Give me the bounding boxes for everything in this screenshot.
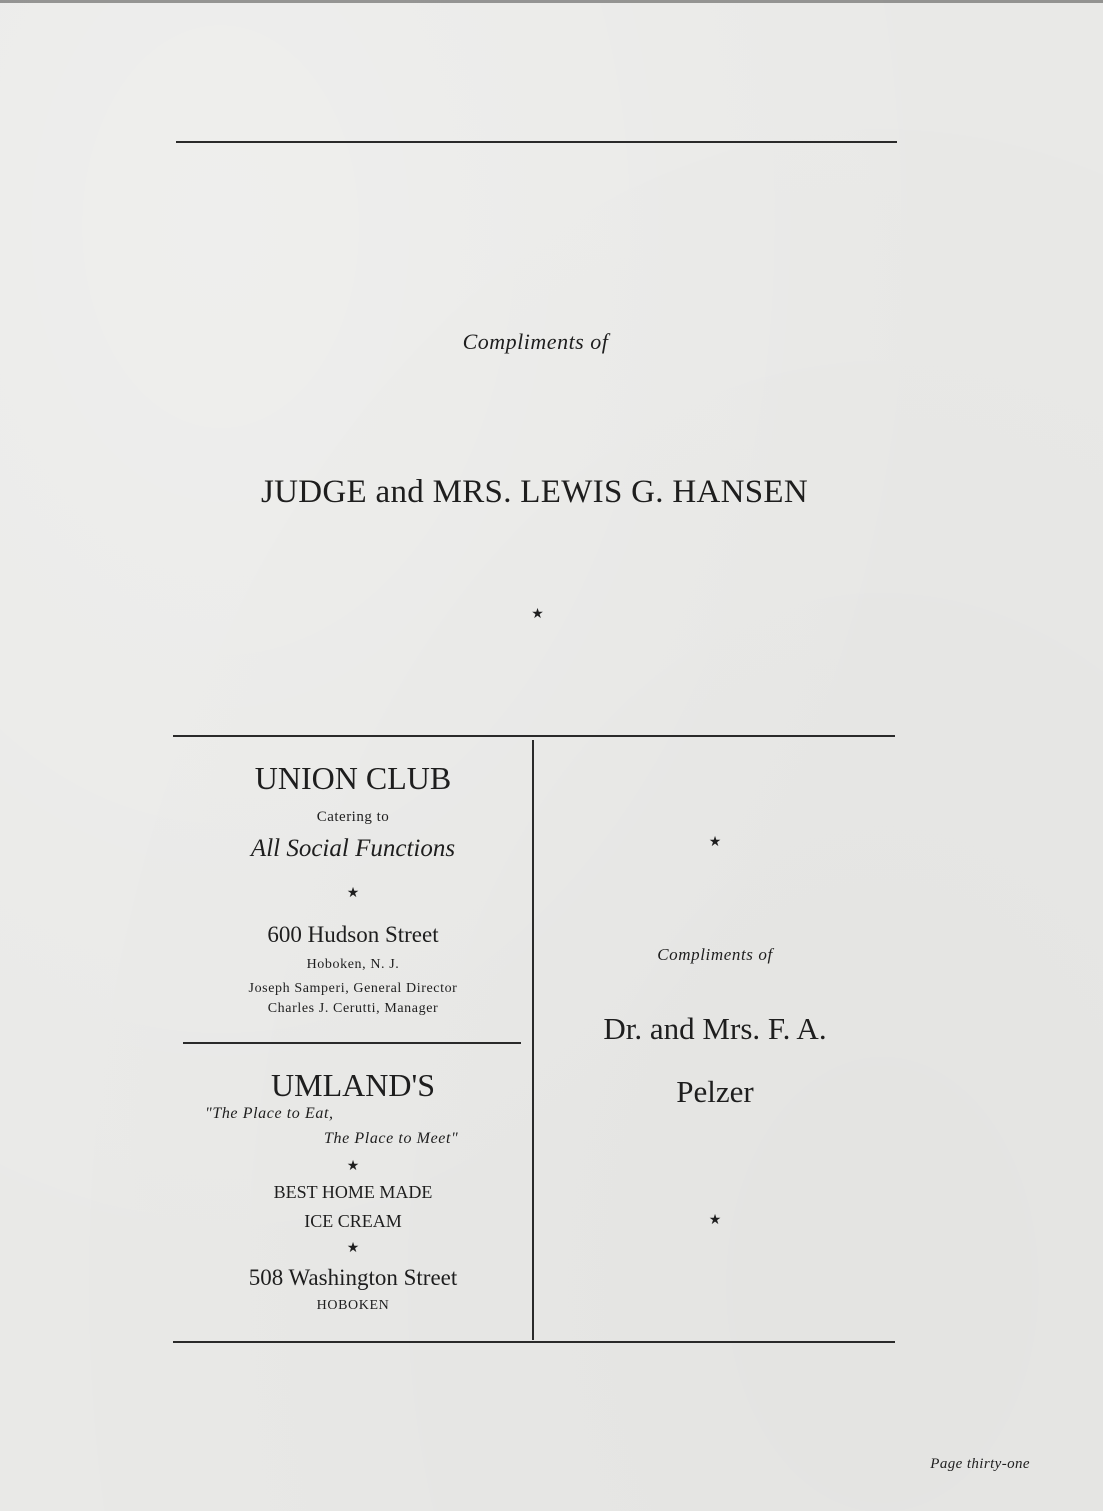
header-compliments: Compliments of [462, 329, 609, 354]
union-club-address: 600 Hudson Street [267, 922, 439, 947]
pelzer-compliments: Compliments of [657, 945, 773, 964]
union-club-city: Hoboken, N. J. [306, 957, 400, 972]
ads-bottom-rule [173, 1341, 895, 1343]
star-icon: ★ [708, 1212, 722, 1228]
umlands-product-line2: ICE CREAM [304, 1211, 402, 1231]
union-club-catering: Catering to [316, 809, 390, 825]
umlands-address: 508 Washington Street [248, 1265, 458, 1290]
umlands-slogan-line1: "The Place to Eat, [205, 1105, 334, 1122]
pelzer-name-line2: Pelzer [676, 1074, 754, 1109]
star-icon: ★ [346, 1240, 360, 1256]
umlands-name: UMLAND'S [271, 1067, 435, 1103]
star-icon: ★ [531, 606, 544, 622]
umlands-city: HOBOKEN [316, 1298, 390, 1313]
umlands-product-line1: BEST HOME MADE [273, 1182, 433, 1202]
page-number: Page thirty-one [930, 1456, 1030, 1472]
ads-column-divider [532, 740, 534, 1340]
umlands-slogan-line2: The Place to Meet" [324, 1130, 459, 1147]
honoree-name: JUDGE and MRS. LEWIS G. HANSEN [260, 474, 809, 510]
ads-top-rule [173, 735, 895, 737]
union-club-manager: Charles J. Cerutti, Manager [267, 1001, 439, 1016]
page-top-edge [0, 0, 1103, 3]
pelzer-name-line1: Dr. and Mrs. F. A. [603, 1011, 827, 1046]
star-icon: ★ [708, 834, 722, 850]
union-club-name: UNION CLUB [254, 760, 452, 796]
union-club-functions: All Social Functions [250, 835, 456, 862]
star-icon: ★ [346, 1158, 360, 1174]
left-column-divider [183, 1042, 521, 1044]
union-club-director: Joseph Samperi, General Director [248, 981, 458, 996]
top-rule [176, 141, 897, 143]
star-icon: ★ [346, 885, 360, 901]
